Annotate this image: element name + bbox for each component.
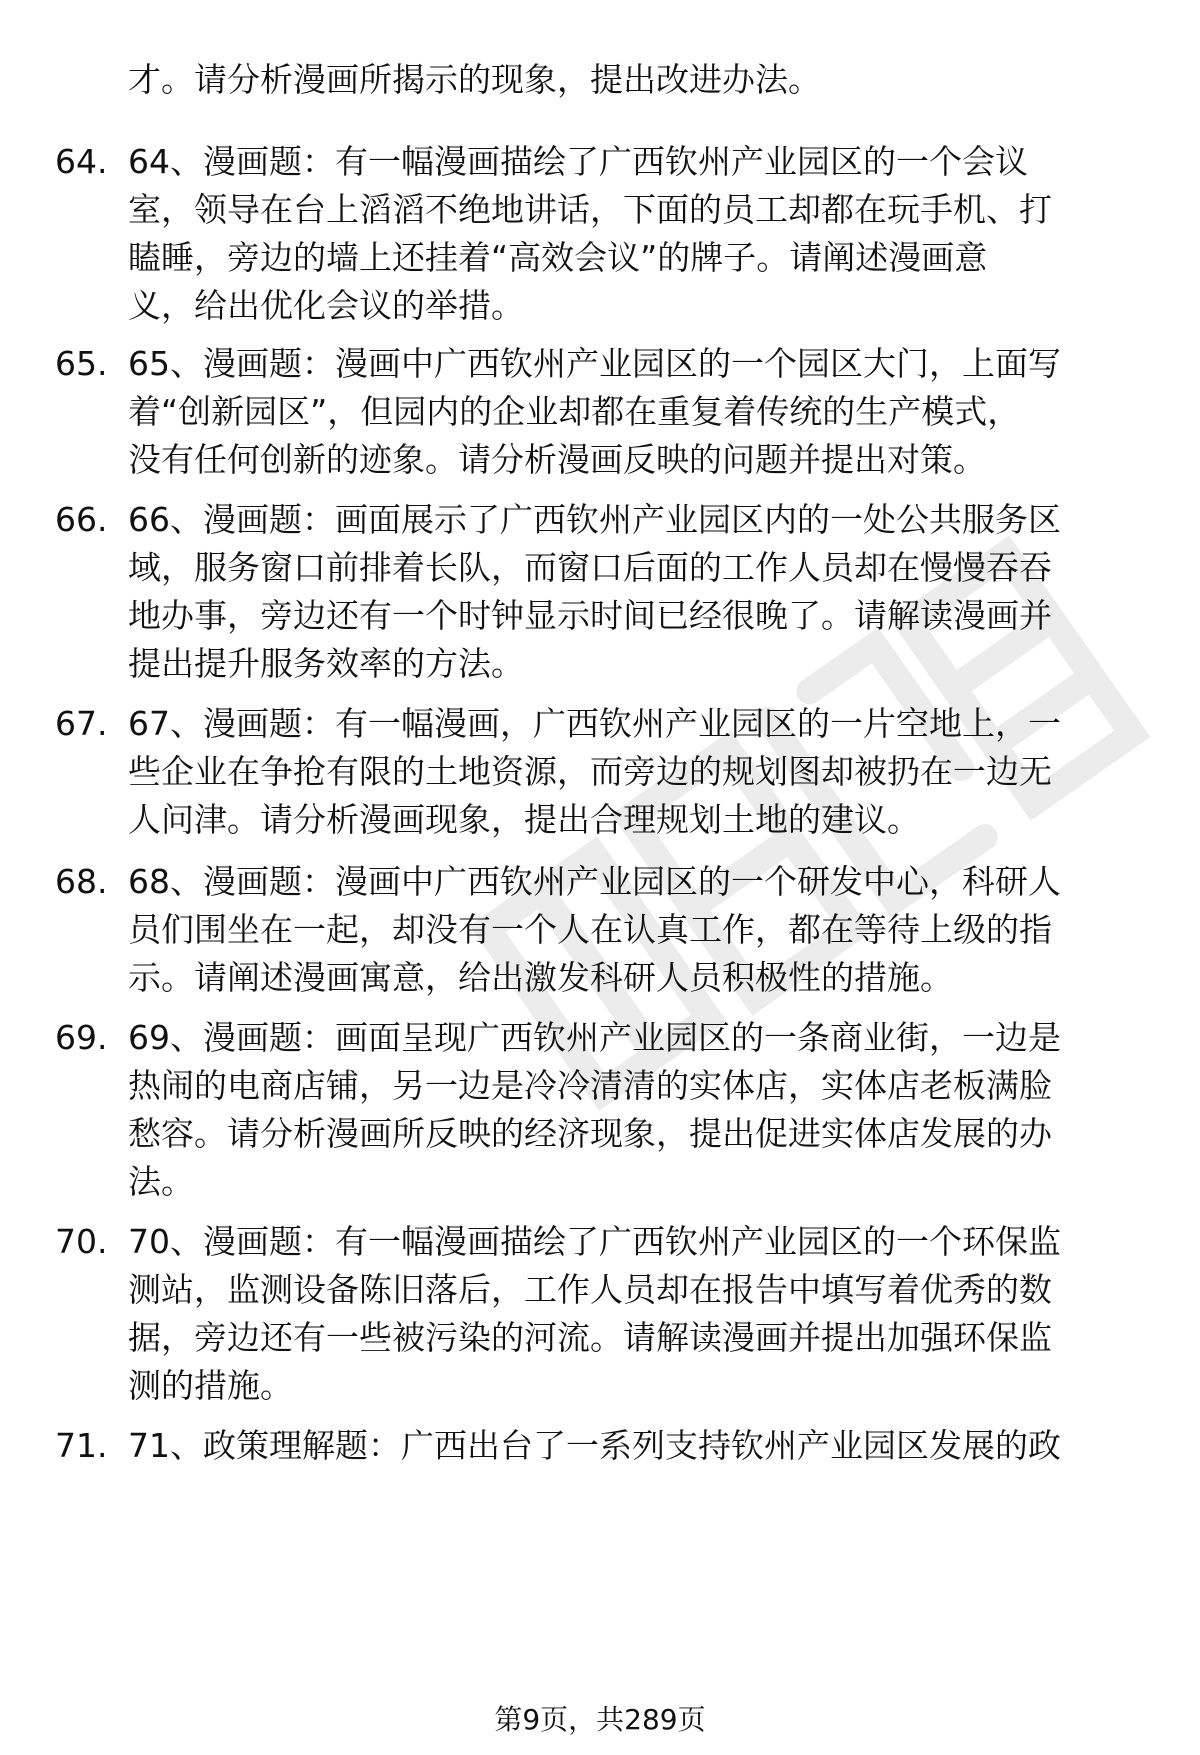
question-line: 员们围坐在一起，却没有一个人在认真工作，都在等待上级的指 bbox=[128, 910, 1052, 949]
question-line: 68、漫画题：漫画中广西钦州产业园区的一个研发中心，科研人 bbox=[128, 862, 1061, 901]
question-line: 测的措施。 bbox=[128, 1366, 293, 1405]
question-line: 据，旁边还有一些被污染的河流。请解读漫画并提出加强环保监 bbox=[128, 1318, 1052, 1357]
question-line: 瞌睡，旁边的墙上还挂着“高效会议”的牌子。请阐述漫画意 bbox=[128, 238, 988, 277]
question-line: 64、漫画题：有一幅漫画描绘了广西钦州产业园区的一个会议 bbox=[128, 142, 1028, 181]
question-text bbox=[128, 1422, 1148, 1470]
question-text bbox=[128, 340, 1148, 484]
question-number: 69. bbox=[55, 1018, 108, 1057]
question-text bbox=[128, 1218, 1148, 1410]
question-number: 68. bbox=[55, 862, 108, 901]
question-number: 71. bbox=[55, 1426, 108, 1465]
question-number: 70. bbox=[55, 1222, 108, 1261]
question-line: 愁容。请分析漫画所反映的经济现象，提出促进实体店发展的办 bbox=[128, 1114, 1052, 1153]
question-line: 71、政策理解题：广西出台了一系列支持钦州产业园区发展的政 bbox=[128, 1426, 1061, 1465]
question-line: 没有任何创新的迹象。请分析漫画反映的问题并提出对策。 bbox=[128, 440, 986, 479]
question-number: 65. bbox=[55, 344, 108, 383]
question-line: 法。 bbox=[128, 1162, 194, 1201]
question-line: 域，服务窗口前排着长队，而窗口后面的工作人员却在慢慢吞吞 bbox=[128, 548, 1052, 587]
page-footer: 第9页，共289页 bbox=[494, 1703, 706, 1736]
question-line: 义，给出优化会议的举措。 bbox=[128, 286, 524, 325]
question-text bbox=[128, 138, 1148, 330]
question-line: 70、漫画题：有一幅漫画描绘了广西钦州产业园区的一个环保监 bbox=[128, 1222, 1061, 1261]
question-line: 提出提升服务效率的方法。 bbox=[128, 644, 524, 683]
question-line: 些企业在争抢有限的土地资源，而旁边的规划图却被扔在一边无 bbox=[128, 752, 1052, 791]
question-text bbox=[128, 858, 1148, 1002]
question-line: 室，领导在台上滔滔不绝地讲话，下面的员工却都在玩手机、打 bbox=[128, 190, 1052, 229]
question-number: 67. bbox=[55, 704, 108, 743]
question-text bbox=[128, 1014, 1148, 1206]
question-line: 人问津。请分析漫画现象，提出合理规划土地的建议。 bbox=[128, 800, 920, 839]
question-line: 地办事，旁边还有一个时钟显示时间已经很晚了。请解读漫画并 bbox=[128, 596, 1052, 635]
question-text bbox=[128, 700, 1148, 844]
question-text bbox=[128, 496, 1148, 688]
question-line: 示。请阐述漫画寓意，给出激发科研人员积极性的措施。 bbox=[128, 958, 953, 997]
question-line: 热闹的电商店铺，另一边是冷冷清清的实体店，实体店老板满脸 bbox=[128, 1066, 1052, 1105]
question-line: 65、漫画题：漫画中广西钦州产业园区的一个园区大门，上面写 bbox=[128, 344, 1061, 383]
question-line: 66、漫画题：画面展示了广西钦州产业园区内的一处公共服务区 bbox=[128, 500, 1061, 539]
question-line: 69、漫画题：画面呈现广西钦州产业园区的一条商业街，一边是 bbox=[128, 1018, 1061, 1057]
question-line: 67、漫画题：有一幅漫画，广西钦州产业园区的一片空地上，一 bbox=[128, 704, 1061, 743]
continuation-text: 才。请分析漫画所揭示的现象，提出改进办法。 bbox=[128, 60, 821, 99]
question-number: 64. bbox=[55, 142, 108, 181]
question-line: 着“创新园区”，但园内的企业却都在重复着传统的生产模式， bbox=[128, 392, 1021, 431]
question-number: 66. bbox=[55, 500, 108, 539]
question-line: 测站，监测设备陈旧落后，工作人员却在报告中填写着优秀的数 bbox=[128, 1270, 1052, 1309]
